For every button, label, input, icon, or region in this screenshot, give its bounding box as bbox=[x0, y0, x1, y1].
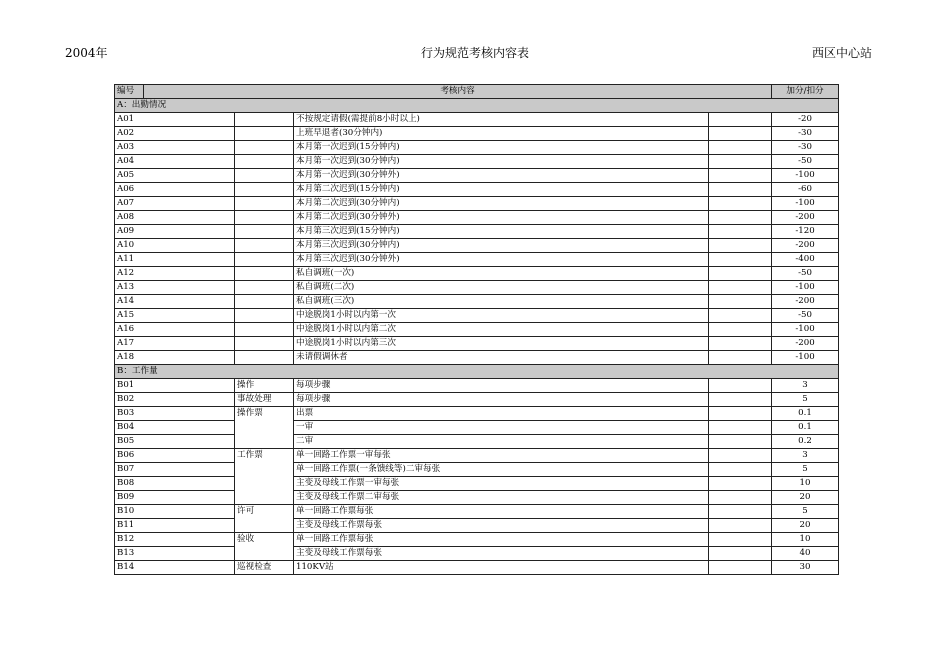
year-label: 2004年 bbox=[65, 46, 108, 60]
table-row bbox=[115, 435, 839, 449]
row-blank-cell bbox=[235, 309, 294, 323]
table-row bbox=[115, 463, 839, 477]
row-description: 二审 bbox=[294, 435, 709, 449]
row-score: -400 bbox=[772, 253, 839, 267]
row-code: A11 bbox=[115, 253, 235, 267]
row-blank-cell bbox=[235, 127, 294, 141]
row-score: -60 bbox=[772, 183, 839, 197]
row-code: B03 bbox=[115, 407, 235, 421]
row-blank-cell bbox=[235, 141, 294, 155]
table-row bbox=[115, 449, 839, 463]
row-category: 操作票 bbox=[235, 407, 294, 421]
row-blank-cell bbox=[235, 113, 294, 127]
row-extra-cell bbox=[709, 407, 772, 421]
row-extra-cell bbox=[709, 477, 772, 491]
table-row bbox=[115, 169, 839, 183]
row-extra-cell bbox=[709, 169, 772, 183]
row-category bbox=[235, 421, 294, 435]
row-code: B04 bbox=[115, 421, 235, 435]
row-score: 20 bbox=[772, 491, 839, 505]
station-label: 西区中心站 bbox=[811, 46, 872, 60]
row-blank-cell bbox=[235, 295, 294, 309]
row-blank-cell bbox=[235, 323, 294, 337]
assessment-table bbox=[114, 84, 839, 575]
row-code: A04 bbox=[115, 155, 235, 169]
row-score: 30 bbox=[772, 561, 839, 575]
row-code: A09 bbox=[115, 225, 235, 239]
row-score: 10 bbox=[772, 477, 839, 491]
row-score: 10 bbox=[772, 533, 839, 547]
row-extra-cell bbox=[709, 127, 772, 141]
row-score: 3 bbox=[772, 379, 839, 393]
row-score: -200 bbox=[772, 211, 839, 225]
row-extra-cell bbox=[709, 197, 772, 211]
row-extra-cell bbox=[709, 463, 772, 477]
table-row bbox=[115, 519, 839, 533]
row-code: A06 bbox=[115, 183, 235, 197]
row-extra-cell bbox=[709, 323, 772, 337]
row-blank-cell bbox=[235, 351, 294, 365]
row-extra-cell bbox=[709, 533, 772, 547]
row-score: -50 bbox=[772, 155, 839, 169]
table-row bbox=[115, 183, 839, 197]
row-extra-cell bbox=[709, 519, 772, 533]
document-title: 行为规范考核内容表 bbox=[420, 46, 529, 60]
row-category: 许可 bbox=[235, 505, 294, 519]
row-score: 5 bbox=[772, 505, 839, 519]
row-score: -30 bbox=[772, 127, 839, 141]
row-code: B09 bbox=[115, 491, 235, 505]
table-row bbox=[115, 155, 839, 169]
row-blank-cell bbox=[235, 337, 294, 351]
row-extra-cell bbox=[709, 505, 772, 519]
row-score: -30 bbox=[772, 141, 839, 155]
row-category bbox=[235, 435, 294, 449]
table-row bbox=[115, 351, 839, 365]
row-score: 5 bbox=[772, 463, 839, 477]
row-code: B11 bbox=[115, 519, 235, 533]
row-description: 单一回路工作票一审每张 bbox=[294, 449, 709, 463]
row-description: 未请假调休者 bbox=[294, 351, 709, 365]
table-row bbox=[115, 127, 839, 141]
row-description: 中途脱岗1小时以内第一次 bbox=[294, 309, 709, 323]
row-code: A10 bbox=[115, 239, 235, 253]
row-extra-cell bbox=[709, 211, 772, 225]
row-code: B13 bbox=[115, 547, 235, 561]
row-description: 私自调班(三次) bbox=[294, 295, 709, 309]
table-row bbox=[115, 309, 839, 323]
row-extra-cell bbox=[709, 267, 772, 281]
column-header-score: 加分/扣分 bbox=[772, 85, 839, 99]
row-blank-cell bbox=[235, 281, 294, 295]
row-description: 每项步骤 bbox=[294, 379, 709, 393]
row-blank-cell bbox=[235, 155, 294, 169]
row-description: 单一回路工作票每张 bbox=[294, 533, 709, 547]
row-code: A02 bbox=[115, 127, 235, 141]
table-row bbox=[115, 393, 839, 407]
row-extra-cell bbox=[709, 491, 772, 505]
row-category bbox=[235, 463, 294, 477]
row-description: 本月第三次迟到(15分钟内) bbox=[294, 225, 709, 239]
table-row bbox=[115, 281, 839, 295]
row-category: 验收 bbox=[235, 533, 294, 547]
row-code: B07 bbox=[115, 463, 235, 477]
column-header-code: 编号 bbox=[115, 85, 144, 99]
row-extra-cell bbox=[709, 421, 772, 435]
row-code: A15 bbox=[115, 309, 235, 323]
row-blank-cell bbox=[235, 211, 294, 225]
table-row bbox=[115, 561, 839, 575]
row-code: A12 bbox=[115, 267, 235, 281]
row-category bbox=[235, 477, 294, 491]
row-score: -120 bbox=[772, 225, 839, 239]
row-description: 本月第一次迟到(30分钟外) bbox=[294, 169, 709, 183]
table-row bbox=[115, 197, 839, 211]
row-blank-cell bbox=[235, 183, 294, 197]
row-code: A18 bbox=[115, 351, 235, 365]
row-score: 0.2 bbox=[772, 435, 839, 449]
row-score: -20 bbox=[772, 113, 839, 127]
row-code: A14 bbox=[115, 295, 235, 309]
row-description: 本月第一次迟到(15分钟内) bbox=[294, 141, 709, 155]
table-row bbox=[115, 211, 839, 225]
row-extra-cell bbox=[709, 547, 772, 561]
row-score: 5 bbox=[772, 393, 839, 407]
row-description: 本月第三次迟到(30分钟内) bbox=[294, 239, 709, 253]
table-row bbox=[115, 337, 839, 351]
section-title: A：出勤情况 bbox=[115, 99, 839, 113]
row-score: -50 bbox=[772, 267, 839, 281]
row-blank-cell bbox=[235, 239, 294, 253]
row-extra-cell bbox=[709, 225, 772, 239]
row-score: -50 bbox=[772, 309, 839, 323]
row-description: 本月第二次迟到(30分钟内) bbox=[294, 197, 709, 211]
row-score: -200 bbox=[772, 239, 839, 253]
table-row bbox=[115, 141, 839, 155]
row-code: A07 bbox=[115, 197, 235, 211]
row-score: 0.1 bbox=[772, 407, 839, 421]
row-extra-cell bbox=[709, 183, 772, 197]
table-row bbox=[115, 267, 839, 281]
row-code: B01 bbox=[115, 379, 235, 393]
row-code: A13 bbox=[115, 281, 235, 295]
row-extra-cell bbox=[709, 449, 772, 463]
row-score: -100 bbox=[772, 281, 839, 295]
section-header-row bbox=[115, 365, 839, 379]
row-code: B06 bbox=[115, 449, 235, 463]
row-extra-cell bbox=[709, 561, 772, 575]
row-extra-cell bbox=[709, 309, 772, 323]
row-score: -200 bbox=[772, 337, 839, 351]
row-description: 单一回路工作票(一条馈线等)二审每张 bbox=[294, 463, 709, 477]
table-row bbox=[115, 295, 839, 309]
row-extra-cell bbox=[709, 281, 772, 295]
row-blank-cell bbox=[235, 197, 294, 211]
row-blank-cell bbox=[235, 225, 294, 239]
row-description: 中途脱岗1小时以内第二次 bbox=[294, 323, 709, 337]
row-code: A03 bbox=[115, 141, 235, 155]
table-row bbox=[115, 505, 839, 519]
row-blank-cell bbox=[235, 169, 294, 183]
row-code: B10 bbox=[115, 505, 235, 519]
row-category bbox=[235, 519, 294, 533]
row-description: 不按规定请假(需提前8小时以上) bbox=[294, 113, 709, 127]
row-score: 20 bbox=[772, 519, 839, 533]
row-extra-cell bbox=[709, 379, 772, 393]
section-title: B：工作量 bbox=[115, 365, 839, 379]
table-row bbox=[115, 239, 839, 253]
row-score: 0.1 bbox=[772, 421, 839, 435]
table-row bbox=[115, 533, 839, 547]
row-description: 本月第二次迟到(15分钟内) bbox=[294, 183, 709, 197]
row-code: A01 bbox=[115, 113, 235, 127]
table-row bbox=[115, 421, 839, 435]
row-description: 上班早退者(30分钟内) bbox=[294, 127, 709, 141]
row-score: 40 bbox=[772, 547, 839, 561]
column-header-row bbox=[115, 85, 839, 99]
row-category: 事故处理 bbox=[235, 393, 294, 407]
row-extra-cell bbox=[709, 253, 772, 267]
row-code: A16 bbox=[115, 323, 235, 337]
table-row bbox=[115, 547, 839, 561]
row-description: 中途脱岗1小时以内第三次 bbox=[294, 337, 709, 351]
row-code: A05 bbox=[115, 169, 235, 183]
row-blank-cell bbox=[235, 267, 294, 281]
section-header-row bbox=[115, 99, 839, 113]
row-description: 本月第三次迟到(30分钟外) bbox=[294, 253, 709, 267]
row-description: 本月第二次迟到(30分钟外) bbox=[294, 211, 709, 225]
row-extra-cell bbox=[709, 435, 772, 449]
row-description: 本月第一次迟到(30分钟内) bbox=[294, 155, 709, 169]
row-category: 工作票 bbox=[235, 449, 294, 463]
row-code: B12 bbox=[115, 533, 235, 547]
row-score: -200 bbox=[772, 295, 839, 309]
row-description: 主变及母线工作票每张 bbox=[294, 547, 709, 561]
row-extra-cell bbox=[709, 239, 772, 253]
row-extra-cell bbox=[709, 113, 772, 127]
column-header-content: 考核内容 bbox=[144, 85, 772, 99]
row-description: 110KV站 bbox=[294, 561, 709, 575]
row-description: 一审 bbox=[294, 421, 709, 435]
row-category bbox=[235, 547, 294, 561]
row-description: 私自调班(一次) bbox=[294, 267, 709, 281]
row-extra-cell bbox=[709, 393, 772, 407]
row-code: A08 bbox=[115, 211, 235, 225]
row-description: 主变及母线工作票一审每张 bbox=[294, 477, 709, 491]
row-category: 巡视检查 bbox=[235, 561, 294, 575]
table-row bbox=[115, 491, 839, 505]
row-extra-cell bbox=[709, 351, 772, 365]
row-code: B02 bbox=[115, 393, 235, 407]
row-blank-cell bbox=[235, 253, 294, 267]
row-code: A17 bbox=[115, 337, 235, 351]
row-description: 出票 bbox=[294, 407, 709, 421]
row-score: -100 bbox=[772, 169, 839, 183]
row-extra-cell bbox=[709, 337, 772, 351]
row-description: 每项步骤 bbox=[294, 393, 709, 407]
table-row bbox=[115, 225, 839, 239]
row-score: 3 bbox=[772, 449, 839, 463]
row-description: 私自调班(二次) bbox=[294, 281, 709, 295]
row-description: 单一回路工作票每张 bbox=[294, 505, 709, 519]
table-row bbox=[115, 379, 839, 393]
table-row bbox=[115, 113, 839, 127]
table-row bbox=[115, 323, 839, 337]
row-category: 操作 bbox=[235, 379, 294, 393]
table-row bbox=[115, 477, 839, 491]
row-description: 主变及母线工作票二审每张 bbox=[294, 491, 709, 505]
row-score: -100 bbox=[772, 323, 839, 337]
row-code: B14 bbox=[115, 561, 235, 575]
row-extra-cell bbox=[709, 155, 772, 169]
row-score: -100 bbox=[772, 351, 839, 365]
row-description: 主变及母线工作票每张 bbox=[294, 519, 709, 533]
row-score: -100 bbox=[772, 197, 839, 211]
row-extra-cell bbox=[709, 141, 772, 155]
table-row bbox=[115, 407, 839, 421]
row-category bbox=[235, 491, 294, 505]
table-row bbox=[115, 253, 839, 267]
row-code: B08 bbox=[115, 477, 235, 491]
row-code: B05 bbox=[115, 435, 235, 449]
row-extra-cell bbox=[709, 295, 772, 309]
